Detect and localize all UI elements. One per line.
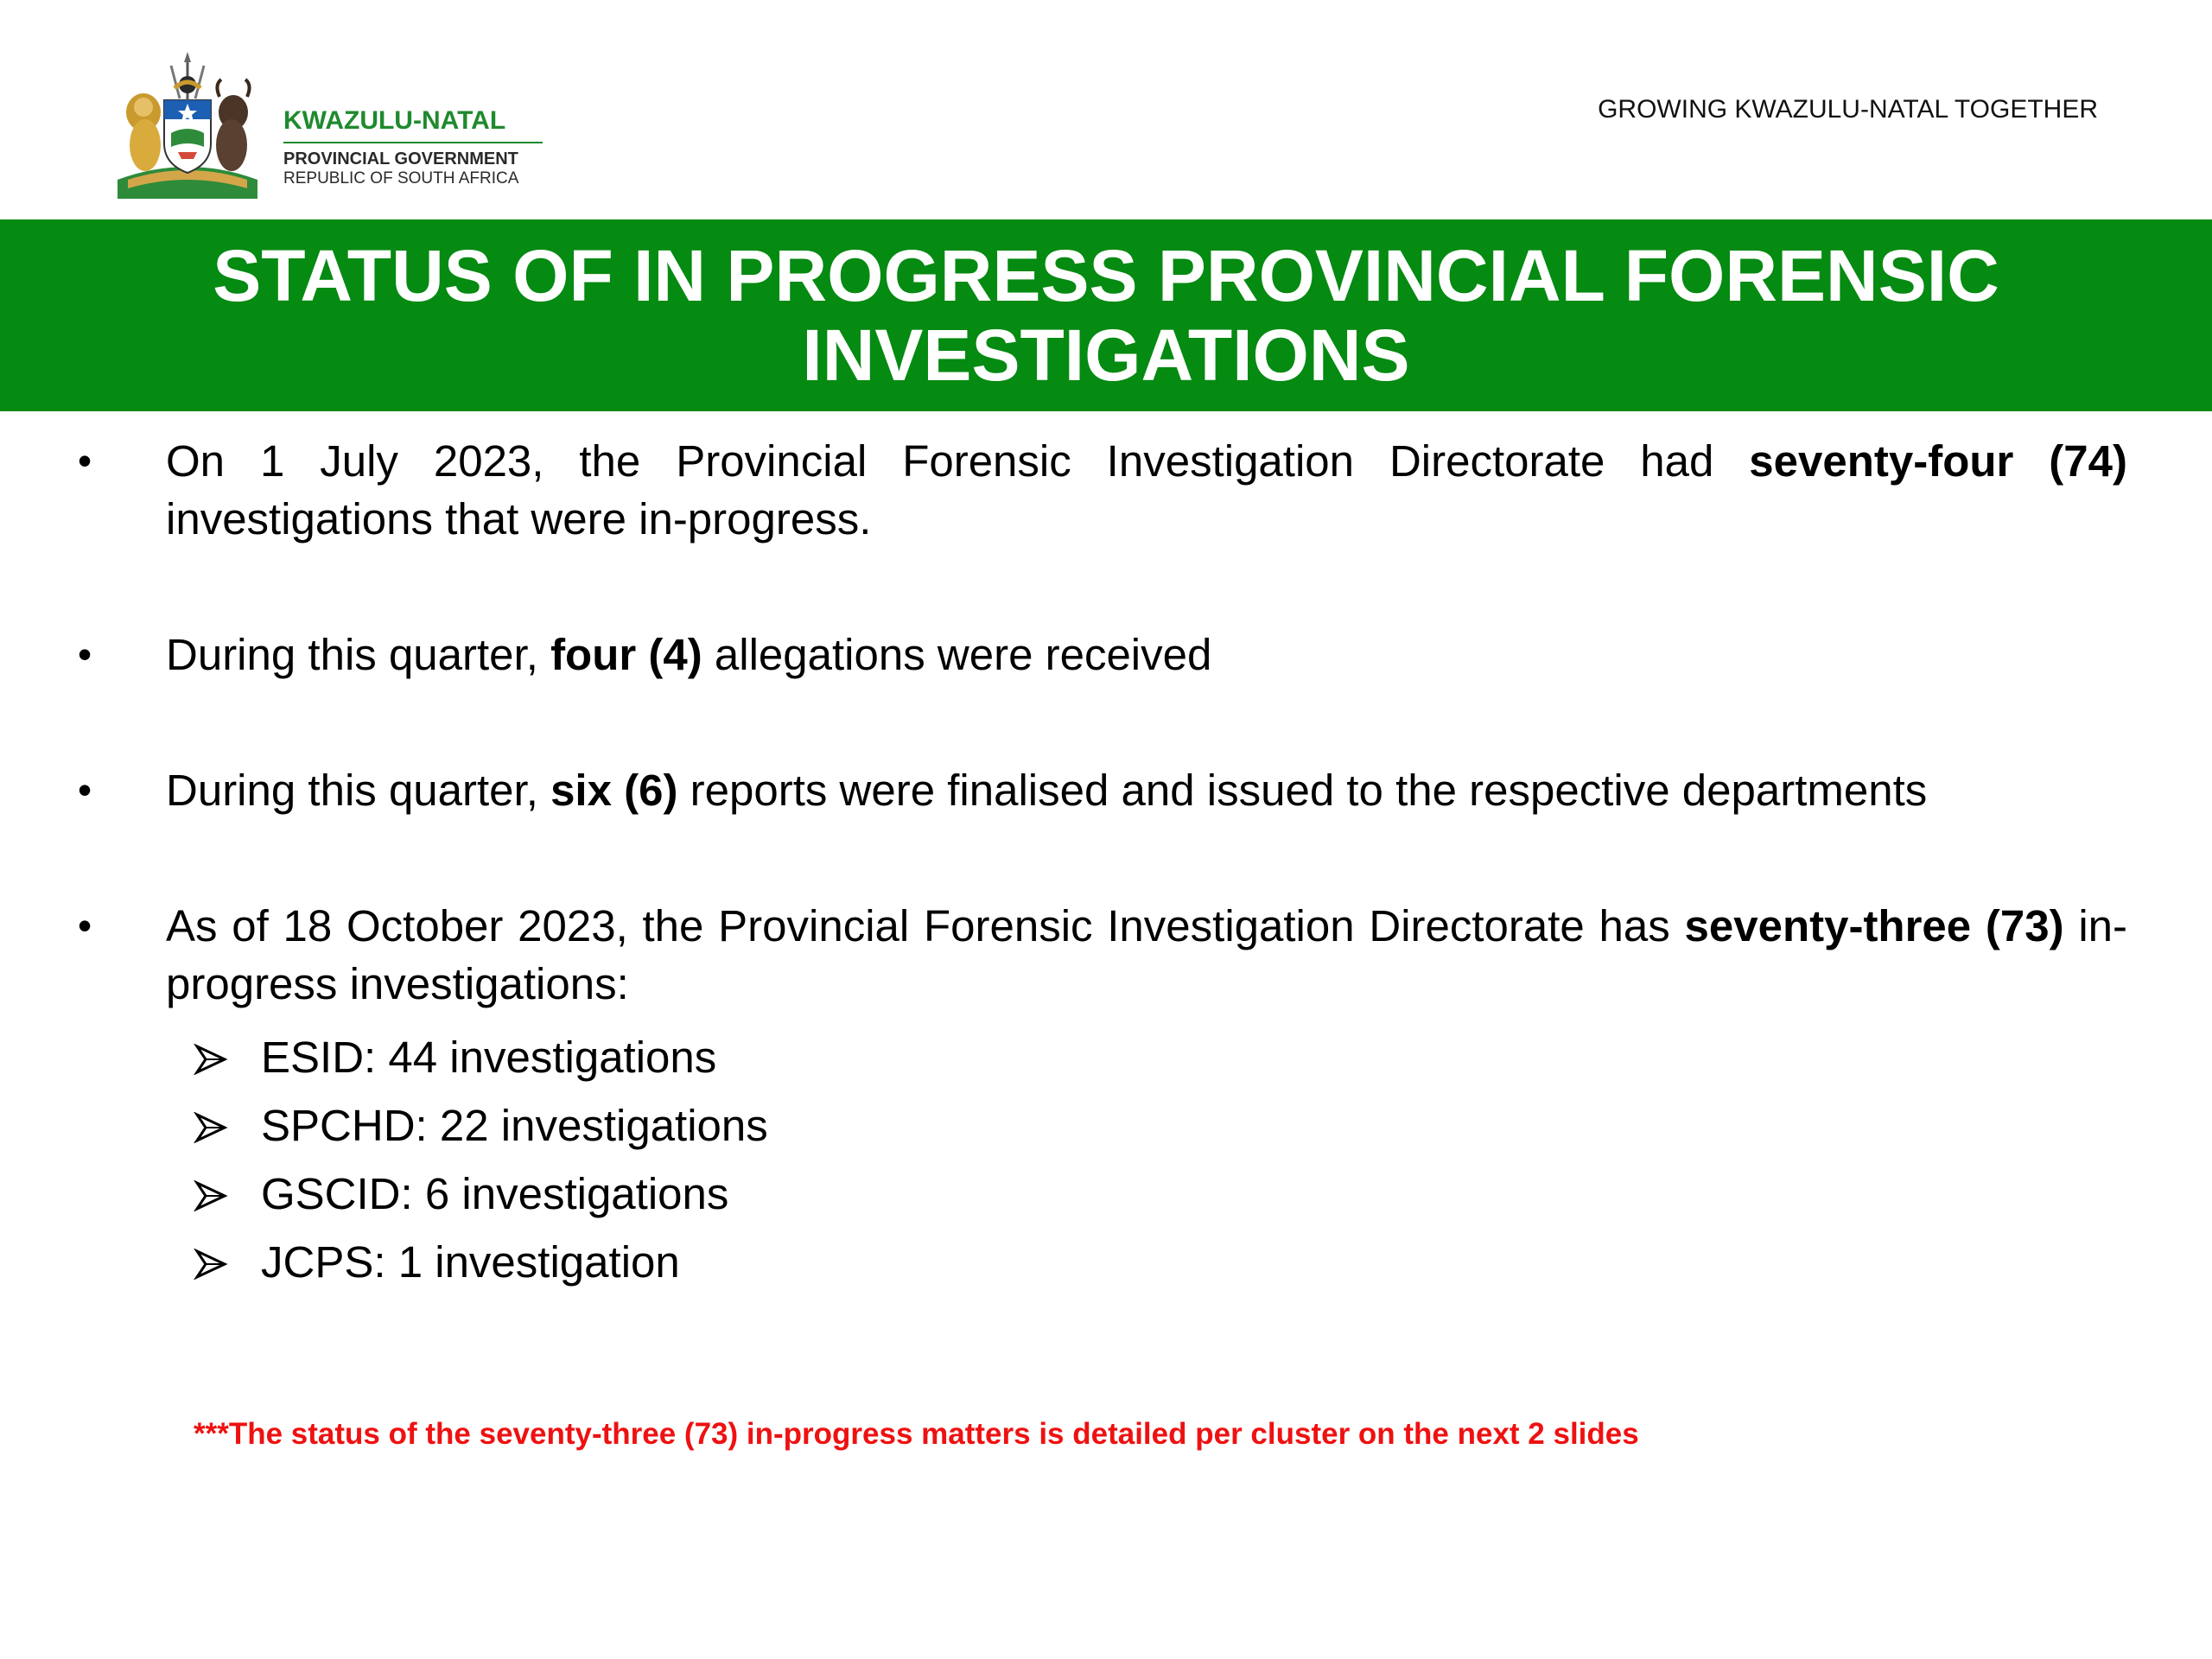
slide-body	[78, 432, 2127, 1296]
slide-title: STATUS OF IN PROGRESS PROVINCIAL FORENSIC INVESTIGATIONS	[213, 235, 1999, 396]
list-item-text: ESID: 44 investigations	[261, 1033, 717, 1082]
arrow-bullet-icon	[194, 1180, 228, 1211]
list-item-text: SPCHD: 22 investigations	[261, 1101, 768, 1150]
bullet-item-october-status	[78, 897, 2127, 1013]
bullet-emphasis: six (6)	[550, 766, 678, 815]
bullet-text: During this quarter,	[166, 766, 551, 815]
title-band	[0, 219, 2212, 411]
provincial-logo	[111, 50, 560, 201]
coat-of-arms-icon	[111, 50, 264, 201]
bullet-text: investigations that were in-progress.	[166, 494, 872, 543]
list-item	[194, 1228, 2127, 1296]
bullet-text: On 1 July 2023, the Provincial Forensic Investigation Directorate had	[166, 436, 1750, 486]
bullet-text: reports were finalised and issued to the respective departments	[677, 766, 1928, 815]
tagline: GROWING KWAZULU-NATAL TOGETHER	[1598, 95, 2098, 124]
bullet-emphasis: four (4)	[550, 630, 702, 679]
list-item-text: JCPS: 1 investigation	[261, 1237, 680, 1287]
bullet-item-july-status	[78, 432, 2127, 548]
logo-name: KWAZULU-NATAL	[283, 106, 506, 135]
list-item	[194, 1160, 2127, 1228]
arrow-bullet-icon	[194, 1044, 228, 1075]
logo-subtitle-republic: REPUBLIC OF SOUTH AFRICA	[283, 169, 519, 188]
list-item-text: GSCID: 6 investigations	[261, 1169, 729, 1218]
cluster-list	[194, 1023, 2127, 1296]
bullet-item-allegations	[78, 626, 2127, 683]
logo-subtitle-government: PROVINCIAL GOVERNMENT	[283, 149, 518, 168]
bullet-text: As of 18 October 2023, the Provincial Forensic Investigation Directorate has	[166, 901, 1685, 950]
bullet-text: allegations were received	[702, 630, 1212, 679]
footnote: ***The status of the seventy-three (73) in-progress matters is detailed per cluster on the next 2 slides	[194, 1417, 1639, 1451]
arrow-bullet-icon	[194, 1112, 228, 1143]
bullet-emphasis: seventy-four (74)	[1749, 436, 2127, 486]
bullet-emphasis: seventy-three (73)	[1684, 901, 2064, 950]
logo-divider	[283, 142, 543, 143]
list-item	[194, 1023, 2127, 1091]
bullet-text: During this quarter,	[166, 630, 551, 679]
bullet-text: in-progress investigations:	[166, 901, 2128, 1008]
bullet-item-reports	[78, 761, 2127, 819]
arrow-bullet-icon	[194, 1249, 228, 1280]
list-item	[194, 1091, 2127, 1160]
logo-text	[283, 105, 560, 188]
